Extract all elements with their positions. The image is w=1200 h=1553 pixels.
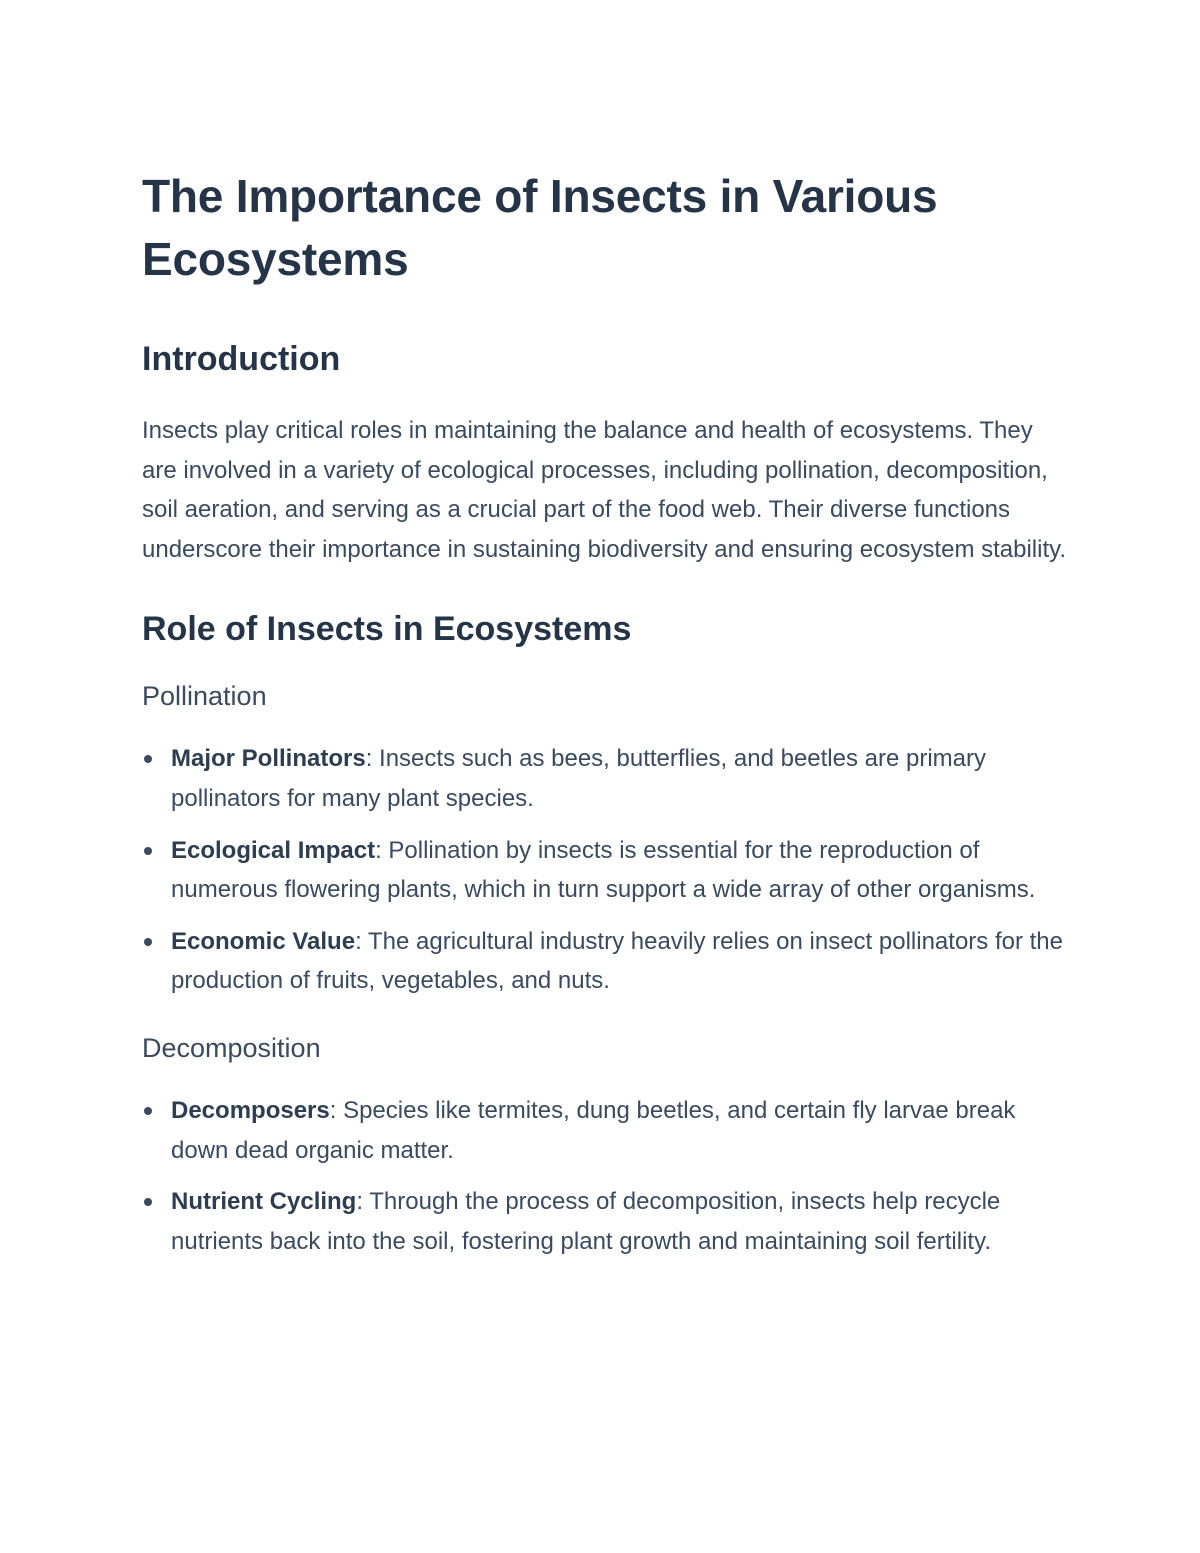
list-item bbox=[142, 831, 1072, 910]
decomposition-heading: Decomposition bbox=[142, 1032, 321, 1063]
list-item-label: Ecological Impact bbox=[171, 836, 376, 864]
introduction-heading: Introduction bbox=[142, 340, 341, 378]
bullet-icon bbox=[144, 847, 152, 855]
list-item-text: : Species like termites, dung beetles, and certain fly larvae break down dead organic matter. bbox=[171, 1096, 1016, 1164]
list-item-label: Nutrient Cycling bbox=[171, 1188, 357, 1216]
list-item bbox=[142, 1091, 1072, 1170]
list-item-label: Economic Value bbox=[171, 927, 356, 955]
decomposition-list bbox=[142, 1091, 1072, 1261]
bullet-icon bbox=[144, 1198, 152, 1206]
pollination-list bbox=[142, 739, 1072, 1001]
list-item-text: : Insects such as bees, butterflies, and beetles are primary pollinators for many plant species. bbox=[171, 745, 987, 812]
document-page bbox=[142, 165, 1072, 1261]
role-section-heading: Role of Insects in Ecosystems bbox=[142, 610, 632, 649]
bullet-icon bbox=[144, 938, 152, 946]
bullet-icon bbox=[144, 755, 152, 763]
bullet-icon bbox=[144, 1107, 152, 1115]
document-title: The Importance of Insects in Various Ecosystems bbox=[142, 170, 938, 285]
list-item-text: : Through the process of decomposition, insects help recycle nutrients back into the soil, fostering plant growth and maintaining soil fertility. bbox=[171, 1188, 1001, 1255]
list-item bbox=[142, 922, 1072, 1001]
list-item bbox=[142, 739, 1072, 818]
list-item-text: : The agricultural industry heavily relies on insect pollinators for the production of fruits, vegetables, and nuts. bbox=[171, 927, 1063, 995]
list-item-label: Major Pollinators bbox=[171, 745, 366, 773]
list-item bbox=[142, 1182, 1072, 1261]
list-item-label: Decomposers bbox=[171, 1096, 330, 1124]
list-item-text: : Pollination by insects is essential for the reproduction of numerous flowering plants, which in turn support a wide array of other organisms. bbox=[171, 836, 1036, 904]
introduction-paragraph: Insects play critical roles in maintaining the balance and health of ecosystems. They are involved in a variety of ecological processes, including pollination, decomposition, soil aeration, and serving as a crucial part of the food web. Their diverse functions underscore their importance in sustaining biodiversity and ensuring ecosystem stability. bbox=[142, 417, 1067, 563]
pollination-heading: Pollination bbox=[142, 681, 267, 712]
